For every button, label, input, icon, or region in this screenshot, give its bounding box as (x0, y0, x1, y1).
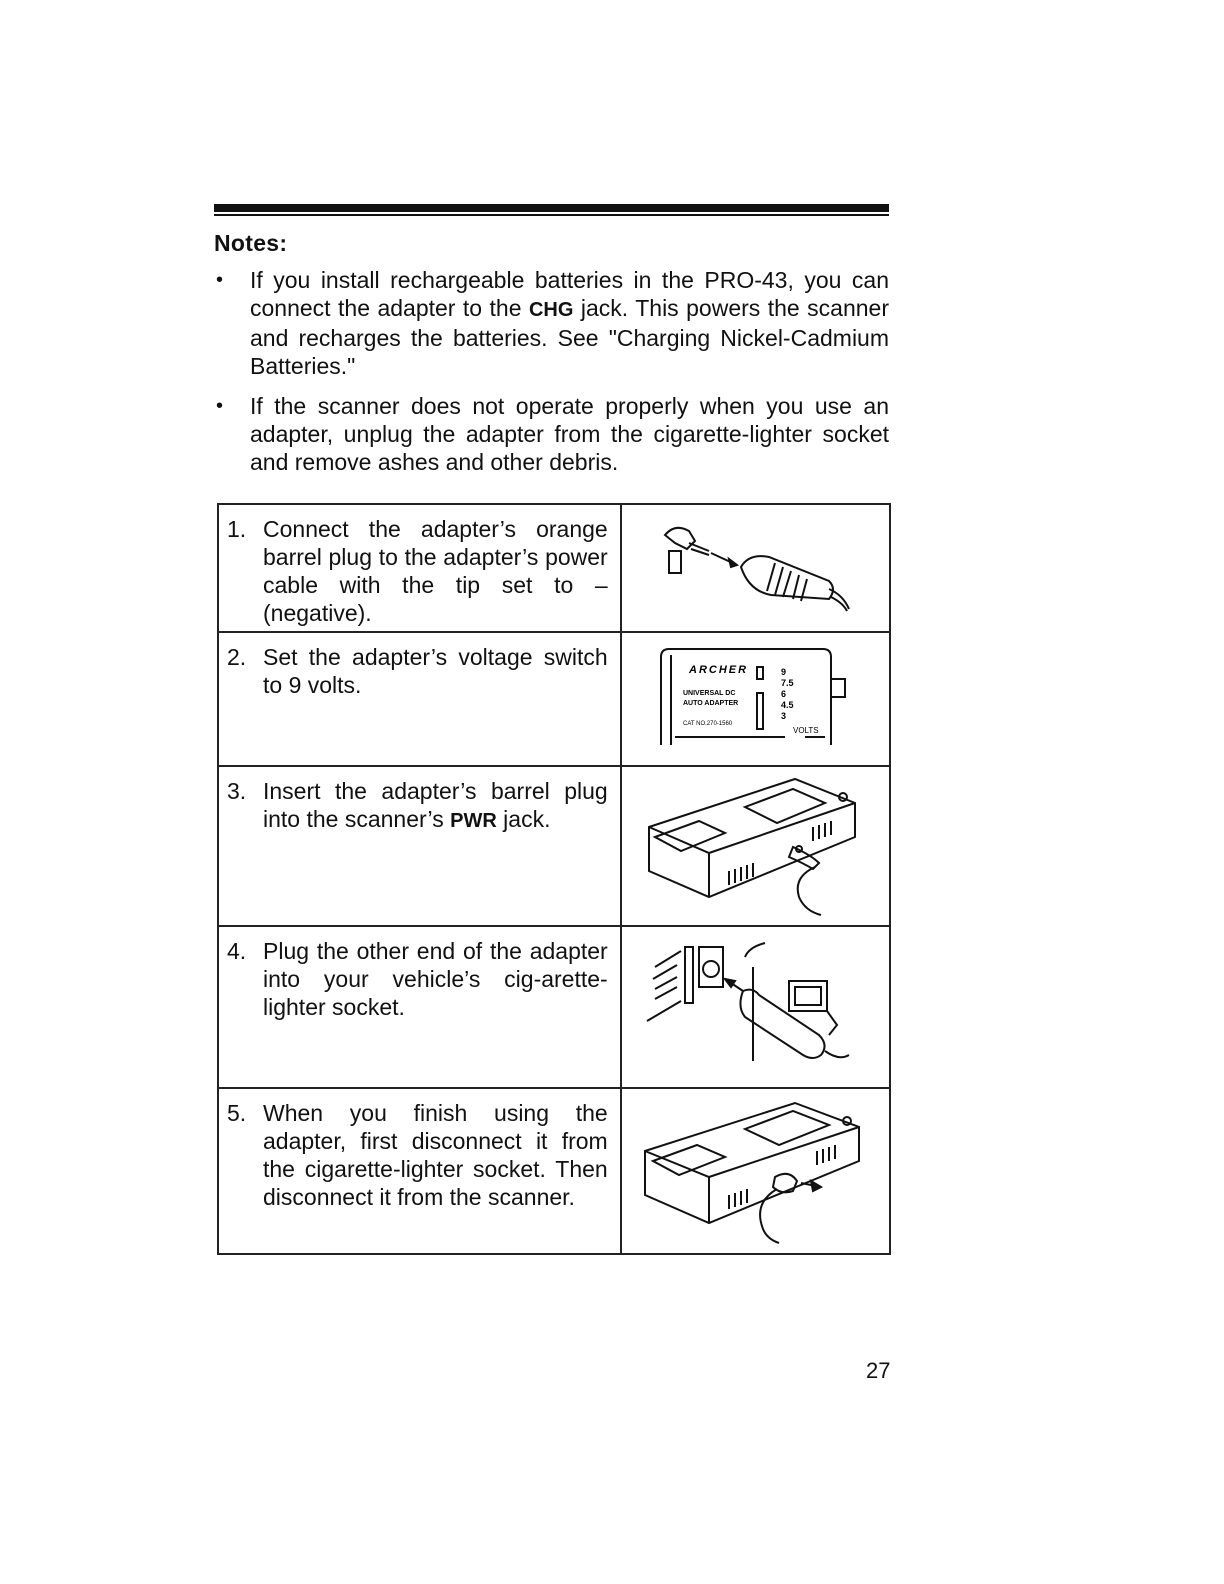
adapter-line1: UNIVERSAL DC (683, 690, 736, 697)
bullet: • (216, 395, 224, 417)
step-text: Plug the other end of the adapter into your vehicle’s cig-arette-lighter socket. (263, 938, 608, 1020)
top-rule-thin (214, 214, 889, 216)
pwr-jack-label: PWR (450, 810, 497, 832)
volts-caption: VOLTS (793, 726, 819, 735)
cigarette-lighter-icon (625, 927, 885, 1083)
volt-9: 9 (781, 667, 787, 677)
step-row (218, 926, 890, 1088)
scanner-plug-in-illustration (621, 766, 890, 926)
step-cell (218, 504, 621, 632)
barrel-plug-illustration (621, 504, 890, 632)
scanner-unplug-icon (625, 1089, 885, 1247)
note-text: If the scanner does not operate properly when you use an adapter, unplug the adapter from the cigarette-lighter socket and remove ashes and other debris. (250, 393, 889, 475)
volt-3: 3 (781, 711, 787, 721)
step-number: 2. (227, 644, 247, 670)
scanner-icon (625, 767, 885, 919)
volt-7-5: 7.5 (781, 678, 794, 688)
barrel-plug-icon (625, 505, 885, 625)
step-row (218, 766, 890, 926)
notes-heading: Notes: (214, 230, 288, 256)
step-text: Set the adapter’s voltage switch to 9 volts. (263, 644, 608, 698)
adapter-line2: AUTO ADAPTER (683, 700, 739, 707)
note-item (214, 266, 889, 380)
bullet: • (216, 269, 224, 291)
scanner-unplug-illustration (621, 1088, 890, 1254)
step-number: 4. (227, 938, 247, 964)
note-text: If you install rechargeable batteries in the PRO-43, you can connect the adapter to the (250, 267, 889, 321)
step-cell (218, 632, 621, 766)
step-number: 3. (227, 778, 247, 804)
note-text: jack. This powers the scanner and recharges the batteries. See "Charging Nickel-Cadmium Batteries." (250, 295, 889, 379)
notes-list (214, 266, 889, 488)
chg-jack-label: CHG (528, 299, 574, 321)
step-number: 5. (227, 1100, 247, 1126)
step-row (218, 504, 890, 632)
step-text: Connect the adapter’s orange barrel plug to the adapter’s power cable with the tip set to – (negative). (263, 516, 608, 626)
step-number: 1. (227, 516, 247, 542)
top-rule-thick (214, 204, 889, 212)
step-cell (218, 766, 621, 926)
volt-4-5: 4.5 (781, 700, 794, 710)
adapter-cat: CAT NO.270-1560 (683, 721, 733, 727)
step-text: Insert the adapter’s barrel plug into the scanner’s (263, 778, 608, 832)
voltage-switch-icon (625, 633, 885, 759)
volt-6: 6 (781, 689, 787, 699)
lighter-socket-illustration (621, 926, 890, 1088)
adapter-switch-illustration (621, 632, 890, 766)
steps-table (217, 503, 891, 1255)
step-text: When you finish using the adapter, first disconnect it from the cigarette-lighter socket. Then disconnect it from the scanner. (263, 1100, 608, 1210)
step-row (218, 632, 890, 766)
step-row (218, 1088, 890, 1254)
archer-logo: ARCHER (689, 664, 749, 676)
step-cell (218, 926, 621, 1088)
step-text: jack. (496, 806, 551, 832)
note-item (214, 392, 889, 476)
page-number: 27 (866, 1358, 891, 1383)
step-cell (218, 1088, 621, 1254)
